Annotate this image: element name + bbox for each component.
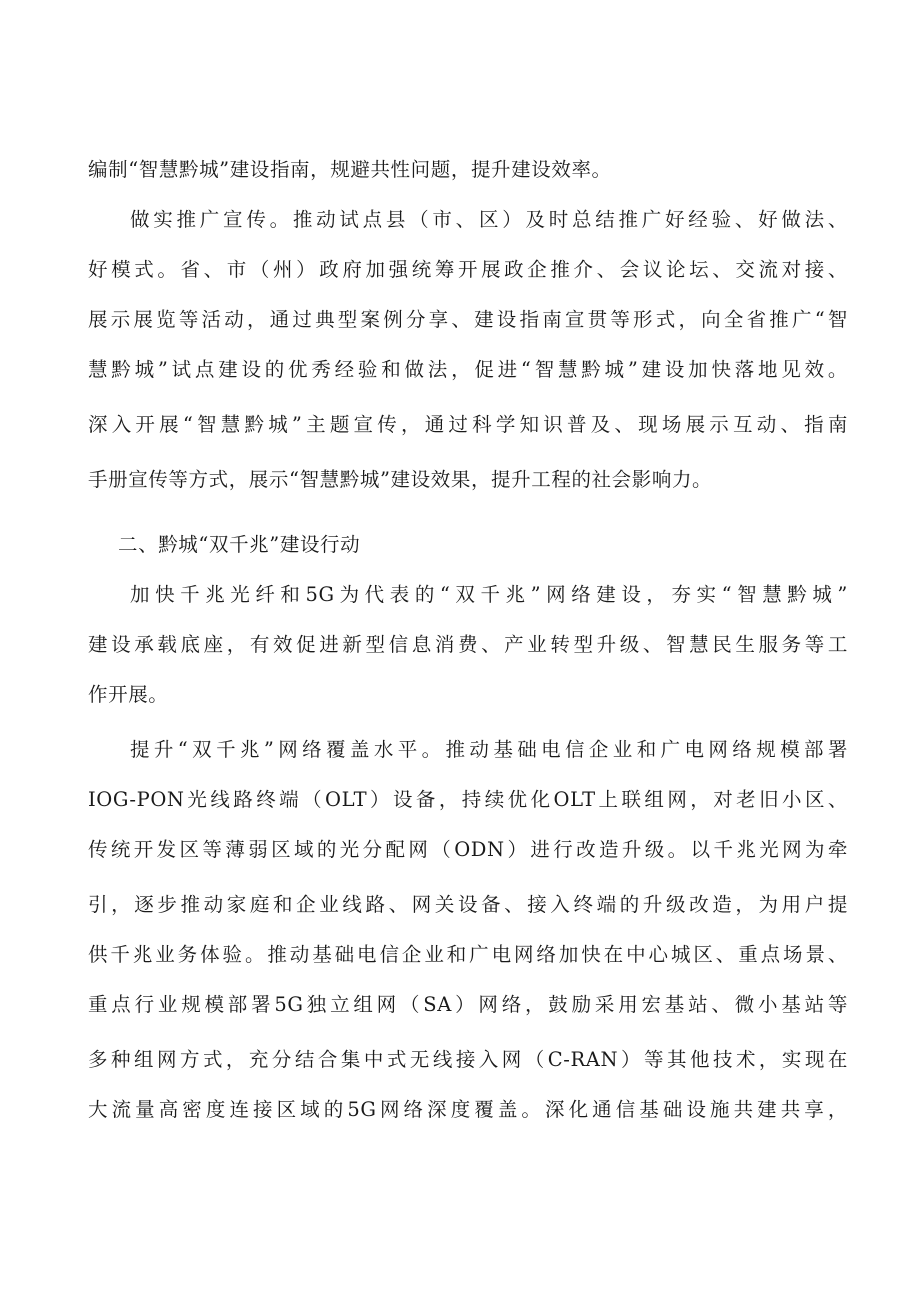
paragraph-line: 引，逐步推动家庭和企业线路、网关设备、接入终端的升级改造，为用户提 bbox=[88, 893, 848, 916]
paragraph-line: IOG-PON光线路终端（OLT）设备，持续优化OLT上联组网，对老旧小区、 bbox=[88, 788, 848, 811]
paragraph-line: 做实推广宣传。推动试点县（市、区）及时总结推广好经验、好做法、 bbox=[130, 208, 848, 231]
paragraph-line: 大流量高密度连接区域的5G网络深度覆盖。深化通信基础设施共建共享， bbox=[88, 1098, 848, 1121]
paragraph-line: 好模式。省、市（州）政府加强统筹开展政企推介、会议论坛、交流对接、 bbox=[88, 258, 848, 281]
paragraph-line: 加快千兆光纤和5G为代表的“双千兆”网络建设，夯实“智慧黔城” bbox=[130, 583, 848, 606]
paragraph-line: 手册宣传等方式，展示“智慧黔城”建设效果，提升工程的社会影响力。 bbox=[88, 468, 713, 491]
paragraph-line: 建设承载底座，有效促进新型信息消费、产业转型升级、智慧民生服务等工 bbox=[88, 633, 848, 656]
paragraph-line: 慧黔城”试点建设的优秀经验和做法，促进“智慧黔城”建设加快落地见效。 bbox=[88, 358, 848, 381]
paragraph-line: 多种组网方式，充分结合集中式无线接入网（C-RAN）等其他技术，实现在 bbox=[88, 1048, 848, 1071]
paragraph-line: 供千兆业务体验。推动基础电信企业和广电网络加快在中心城区、重点场景、 bbox=[88, 943, 848, 966]
paragraph-line: 编制“智慧黔城”建设指南，规避共性问题，提升建设效率。 bbox=[88, 158, 612, 181]
paragraph-line: 传统开发区等薄弱区域的光分配网（ODN）进行改造升级。以千兆光网为牵 bbox=[88, 838, 848, 861]
paragraph-line: 展示展览等活动，通过典型案例分享、建设指南宣贯等形式，向全省推广“智 bbox=[88, 308, 848, 331]
section-heading: 二、黔城“双千兆”建设行动 bbox=[118, 533, 361, 556]
paragraph-line: 作开展。 bbox=[88, 683, 169, 706]
paragraph-line: 提升“双千兆”网络覆盖水平。推动基础电信企业和广电网络规模部署 bbox=[130, 738, 848, 761]
paragraph-line: 深入开展“智慧黔城”主题宣传，通过科学知识普及、现场展示互动、指南 bbox=[88, 413, 848, 436]
paragraph-line: 重点行业规模部署5G独立组网（SA）网络，鼓励采用宏基站、微小基站等 bbox=[88, 993, 848, 1016]
